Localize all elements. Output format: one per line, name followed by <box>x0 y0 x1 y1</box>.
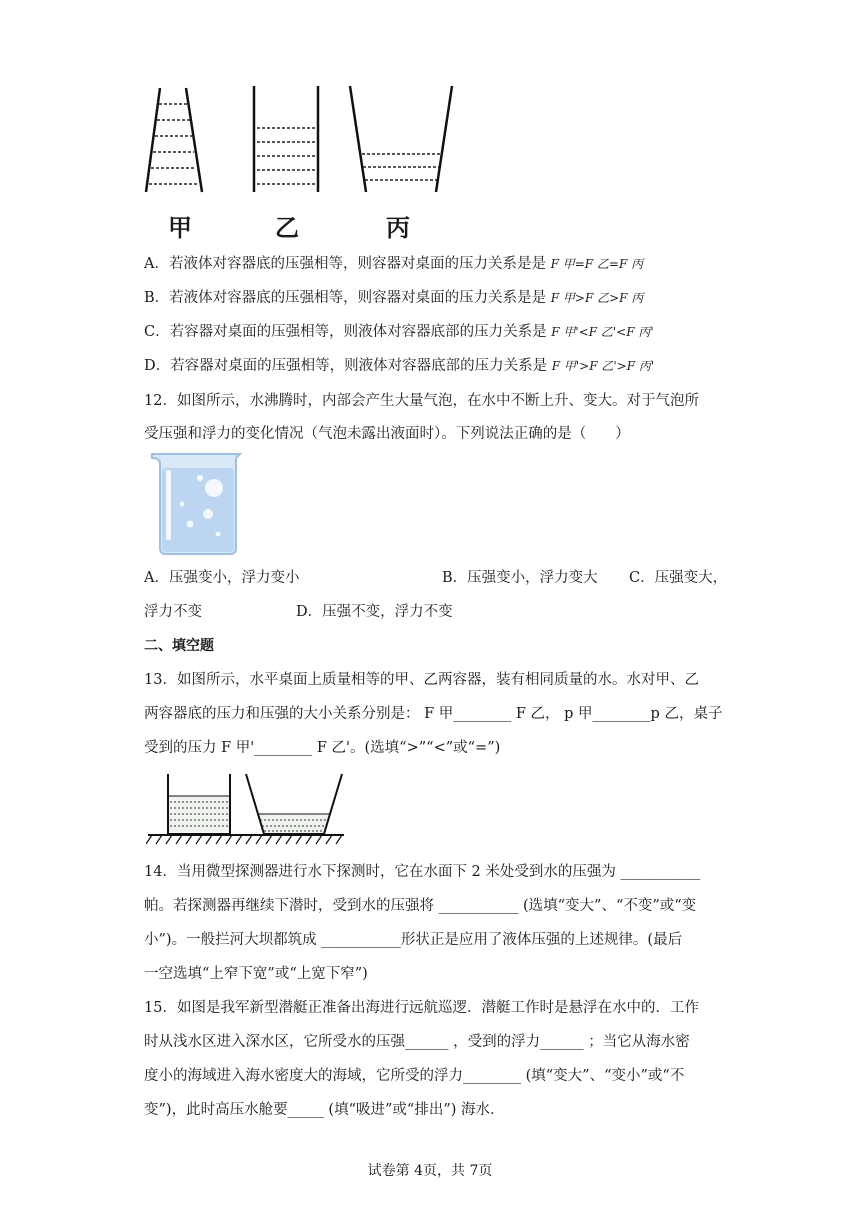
q15-line-4: 变”)，此时高压水舱要_____ (填“吸进”或“排出”) 海水． <box>144 1102 505 1118</box>
container-bing <box>350 86 452 192</box>
container-yi <box>254 86 318 192</box>
q12-line-1: 12．如图所示，水沸腾时，内部会产生大量气泡，在水中不断上升、变大。对于气泡所 <box>144 393 699 409</box>
label-bing: 丙 <box>386 214 410 242</box>
q12-option-b: B．压强变小，浮力变大 <box>442 570 598 586</box>
two-containers-figure <box>146 770 346 846</box>
q12-option-c-cont: 浮力不变 <box>144 604 202 620</box>
section-heading: 二、填空题 <box>144 638 214 654</box>
q13-line-2: 两容器底的压力和压强的大小关系分别是： F 甲________ F 乙， p 甲________p 乙，桌子 <box>144 706 723 722</box>
q12-line-2: 受压强和浮力的变化情况（气泡未露出液面时）。下列说法正确的是（ ） <box>144 426 630 442</box>
q14-line-1: 14．当用微型探测器进行水下探测时，它在水面下 2 米处受到水的压强为 ___________ <box>144 864 701 880</box>
q13-line-1: 13．如图所示，水平桌面上质量相等的甲、乙两容器，装有相同质量的水。水对甲、乙 <box>144 672 699 688</box>
containers-figure <box>140 80 470 240</box>
page-footer: 试卷第 4页，共 7页 <box>367 1163 493 1179</box>
q11-option-c: C．若容器对桌面的压强相等，则液体对容器底部的压力关系是 F 甲'<F 乙'<F 丙' <box>144 324 654 340</box>
q11-option-d: D．若容器对桌面的压强相等，则液体对容器底部的压力关系是 F 甲'>F 乙'>F 丙' <box>144 358 655 374</box>
beaker-svg <box>148 448 248 558</box>
q11-option-b: B．若液体对容器底的压强相等，则容器对桌面的压力关系是是 F 甲>F 乙>F 丙 <box>144 290 644 306</box>
q14-line-2: 帕。若探测器再继续下潜时，受到水的压强将 ___________ (选填“变大”、“不变”或“变 <box>144 898 697 914</box>
q14-line-4: 一空选填“上窄下宽”或“上宽下窄”) <box>144 966 368 982</box>
q14-line-3: 小”)。一般拦河大坝都筑成 ___________形状正是应用了液体压强的上述规律。(最后 <box>144 932 683 948</box>
q12-option-a: A．压强变小，浮力变小 <box>144 570 300 586</box>
q12-option-c: C．压强变大， <box>629 570 728 586</box>
label-yi: 乙 <box>275 214 299 242</box>
two-containers-svg <box>146 770 346 846</box>
q11-option-a: A．若液体对容器底的压强相等，则容器对桌面的压力关系是是 F 甲=F 乙=F 丙 <box>144 256 644 272</box>
beaker-figure <box>148 448 248 558</box>
q13-line-3: 受到的压力 F 甲'________ F 乙'。(选填“>”“<”或“=”) <box>144 740 501 756</box>
label-jia: 甲 <box>168 214 192 242</box>
q12-option-d: D．压强不变，浮力不变 <box>296 604 453 620</box>
q15-line-3: 度小的海域进入海水密度大的海域，它所受的浮力________ (填“变大”、“变小”或“不 <box>144 1068 685 1084</box>
q15-line-2: 时从浅水区进入深水区，它所受水的压强______ ，受到的浮力______ ；当它从海水密 <box>144 1034 690 1050</box>
q15-line-1: 15．如图是我军新型潜艇正准备出海进行远航巡逻．潜艇工作时是悬浮在水中的．工作 <box>144 1000 699 1016</box>
